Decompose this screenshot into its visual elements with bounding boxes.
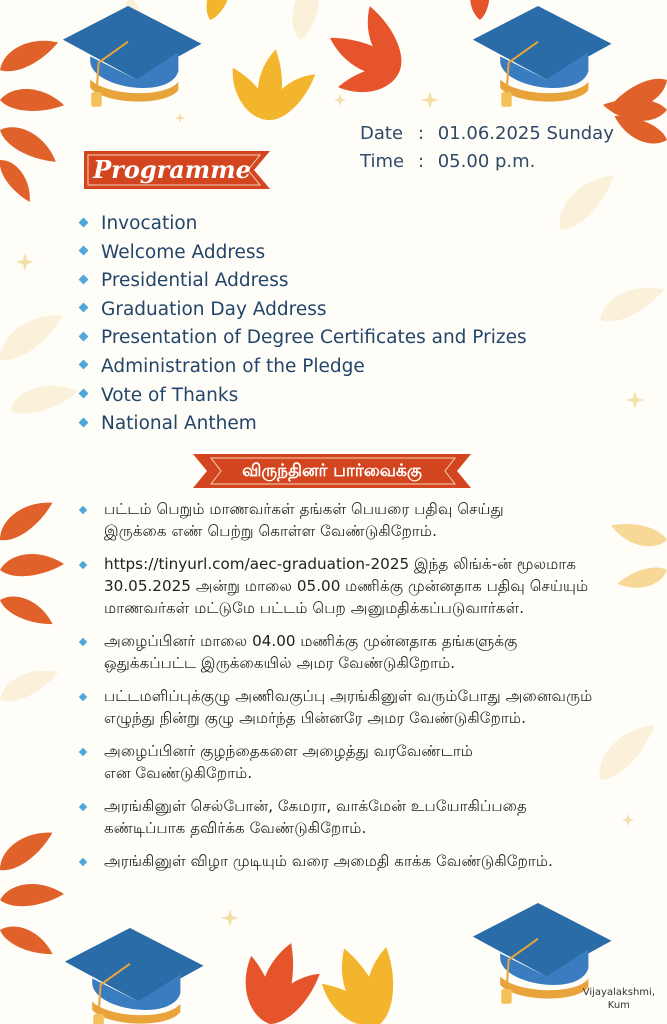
guest-notice-banner — [193, 454, 471, 488]
diamond-bullet-icon — [79, 638, 87, 646]
date-row: Date : 01.06.2025 Sunday — [360, 120, 614, 148]
programme-item-label: Welcome Address — [101, 241, 266, 263]
guest-note-line: இருக்கை எண் பெற்று கொள்ள வேண்டுகிறோம். — [104, 522, 437, 540]
programme-item-label: Graduation Day Address — [101, 298, 327, 320]
guest-note — [80, 498, 660, 542]
programme-item — [80, 267, 527, 296]
time-label: Time — [360, 151, 405, 172]
diamond-bullet-icon — [79, 389, 89, 399]
guest-note-line: அழைப்பினர் மாலை 04.00 மணிக்கு முன்னதாக தங்களுக்கு — [104, 632, 518, 650]
diamond-bullet-icon — [79, 417, 89, 427]
guest-note-line: அரங்கினுள் செல்போன், கேமரா, வாக்மேன் உபயோகிப்பதை — [104, 797, 527, 815]
programme-item-label: Administration of the Pledge — [101, 355, 365, 377]
guest-note-line: அழைப்பினர் குழந்தைகளை அழைத்து வரவேண்டாம் — [104, 742, 474, 760]
guest-note-line: https://tinyurl.com/aec-graduation-2025 இந்த லிங்க்-ன் மூலமாக — [104, 555, 577, 573]
guest-note-line: எழுந்து நின்று குழு அமர்ந்த பின்னரே அமர வேண்டுகிறோம். — [104, 709, 526, 727]
guest-note-line: 30.05.2025 அன்று மாலை 05.00 மணிக்கு முன்னதாக பதிவு செய்யும் — [104, 577, 589, 595]
diamond-bullet-icon — [79, 246, 89, 256]
guest-note-line: அரங்கினுள் விழா முடியும் வரை அமைதி காக்க வேண்டுகிறோம். — [104, 852, 553, 870]
programme-item-label: Vote of Thanks — [101, 384, 239, 406]
guest-note-line: ஒதுக்கப்பட்ட இருக்கையில் அமர வேண்டுகிறோம். — [104, 654, 456, 672]
leaf-icon — [0, 33, 66, 207]
diamond-bullet-icon — [79, 561, 87, 569]
guest-note — [80, 630, 660, 674]
time-row: Time : 05.00 p.m. — [360, 148, 614, 176]
programme-item — [80, 382, 527, 411]
guest-note-line: பட்டம் பெறும் மாணவர்கள் தங்கள் பெயரை பதிவு செய்து — [104, 500, 504, 518]
guest-note — [80, 685, 660, 729]
date-label: Date — [360, 123, 404, 144]
programme-item-label: Presentation of Degree Certificates and Prizes — [101, 327, 527, 349]
guest-notice-title: விருந்தினர் பார்வைக்கு — [242, 461, 422, 481]
diamond-bullet-icon — [79, 803, 87, 811]
diamond-bullet-icon — [79, 693, 87, 701]
guest-note — [80, 553, 660, 619]
designer-signature — [583, 986, 655, 1012]
programme-item — [80, 324, 527, 353]
guest-note — [80, 740, 660, 784]
guest-note-line: கண்டிப்பாக தவிர்க்க வேண்டுகிறோம். — [104, 819, 367, 837]
programme-list — [80, 210, 527, 439]
diamond-bullet-icon — [79, 331, 89, 341]
programme-title: Programme — [93, 155, 251, 184]
diamond-bullet-icon — [79, 360, 89, 370]
time-value: 05.00 p.m. — [437, 151, 536, 172]
diamond-bullet-icon — [79, 748, 87, 756]
diamond-bullet-icon — [79, 858, 87, 866]
programme-item — [80, 239, 527, 268]
programme-item-label: Presidential Address — [101, 270, 289, 292]
programme-item — [80, 210, 527, 239]
guest-note — [80, 850, 660, 872]
guest-notes-list — [80, 498, 660, 883]
diamond-bullet-icon — [79, 303, 89, 313]
diamond-bullet-icon — [79, 217, 89, 227]
guest-note-line: பட்டமளிப்புக்குழு அணிவகுப்பு அரங்கினுள் வரும்போது அனைவரும் — [104, 687, 593, 705]
programme-item — [80, 353, 527, 382]
guest-note-line: என வேண்டுகிறோம். — [104, 764, 253, 782]
signature-line-2: Kum — [607, 1000, 630, 1011]
programme-item — [80, 296, 527, 325]
programme-banner — [84, 151, 270, 189]
guest-note-line: மாணவர்கள் மட்டுமே பட்டம் பெற அனுமதிக்கப்படுவார்கள். — [104, 599, 525, 617]
signature-line-1: Vijayalakshmi, — [582, 987, 655, 998]
programme-item-label: Invocation — [101, 213, 198, 234]
date-value: 01.06.2025 Sunday — [437, 123, 614, 144]
diamond-bullet-icon — [79, 274, 89, 284]
programme-item — [80, 410, 527, 439]
guest-note — [80, 795, 660, 839]
diamond-bullet-icon — [79, 506, 87, 514]
event-datetime — [360, 120, 614, 176]
programme-item-label: National Anthem — [101, 413, 257, 435]
